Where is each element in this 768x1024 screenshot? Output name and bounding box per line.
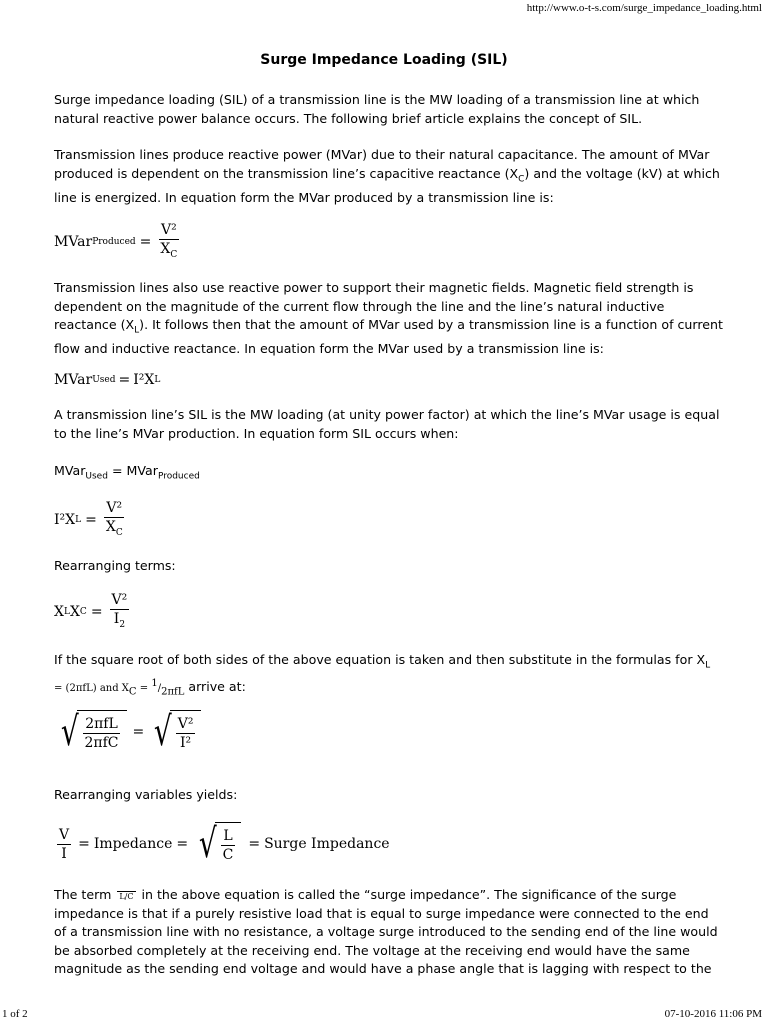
equation-mvar-used: MVar Used = I² X L: [54, 372, 161, 388]
mvar-produced-paragraph: Transmission lines produce reactive power (MVar) due to their natural capacitance. The amount of MVar produced is dependent on the transmission line’s capacitive reactance $(X_C)$ and the voltage (kV) at which line is energized. In equation form the MVar produced by a transmission line is:: [54, 147, 720, 205]
square-root-paragraph: If the square root of both sides of the above equation is taken and then substitute in the formulas for $X_L$: [54, 652, 711, 671]
equation-balance: I² X L = $\frac{\text{V²}}{X_C}$: [54, 500, 123, 538]
sil-condition-line: MVar$_{Used}$ = MVar$_{Produced}$: [54, 463, 200, 482]
surge-impedance-paragraph: The term L/C in the above equation is called the “surge impedance”. The significance of the surge impedance is that if a purely resistive load that is equal to surge impedance were connected to the end of a transmission line with no resistance, a voltage surge introduced to the sending end of the line would be absorbed completely at the receiving end. The voltage at the receiving end would have the same magnitude as the sending end voltage and would have a phase angle that is lagging with respect to the: [54, 887, 718, 976]
intro-paragraph: Surge impedance loading (SIL) of a transmission line is the MW loading of a transmission line at which natural reactive power balance occurs. The following brief article explains the concept of SIL.: [54, 92, 700, 126]
rearranging-terms-label: Rearranging terms:: [54, 558, 176, 573]
inline-formula-line: = (2πfL) and $X_C = ^1/_{2\pi fL}$ arrive at:: [54, 678, 246, 698]
page-number: 1 of 2: [2, 1008, 28, 1020]
equation-mvar-produced: MVar Produced = $\frac{\text{V²}}{X_C}$: [54, 222, 178, 260]
equation-surge-impedance: $\frac{V}{I}$ = Impedance = √ $\frac{L}{C}$ = Surge Impedance: [59, 821, 390, 867]
sil-definition-paragraph: A transmission line’s SIL is the MW loading (at unity power factor) at which the line’s MVar usage is equal to the line’s MVar production. In equation form SIL occurs when:: [54, 407, 720, 441]
equation-square-root: √ $\frac{\text{2πfL}}{\text{2πfC}}$ = √ $\frac{\text{V²}}{\text{I²}}$: [54, 710, 204, 754]
inline-sqrt-l-over-c: L/C: [119, 892, 134, 901]
rearranging-variables-label: Rearranging variables yields:: [54, 787, 238, 802]
page-url: http://www.o-t-s.com/surge_impedance_loading.html: [526, 2, 762, 14]
page-title: Surge Impedance Loading (SIL): [260, 52, 508, 68]
equation-rearranged: X L X C = $\frac{\text{V²}}{I_2}$: [54, 592, 128, 630]
mvar-used-paragraph: Transmission lines also use reactive power to support their magnetic fields. Magnetic field strength is dependent on the magnitude of the current flow through the line and the line’s natural inductive reactance $(X_L)$. It follows then that the amount of MVar used by a transmission line is a function of current flow and inductive reactance. In equation form the MVar used by a transmission line is:: [54, 280, 723, 357]
print-datetime: 07-10-2016 11:06 PM: [664, 1008, 762, 1020]
